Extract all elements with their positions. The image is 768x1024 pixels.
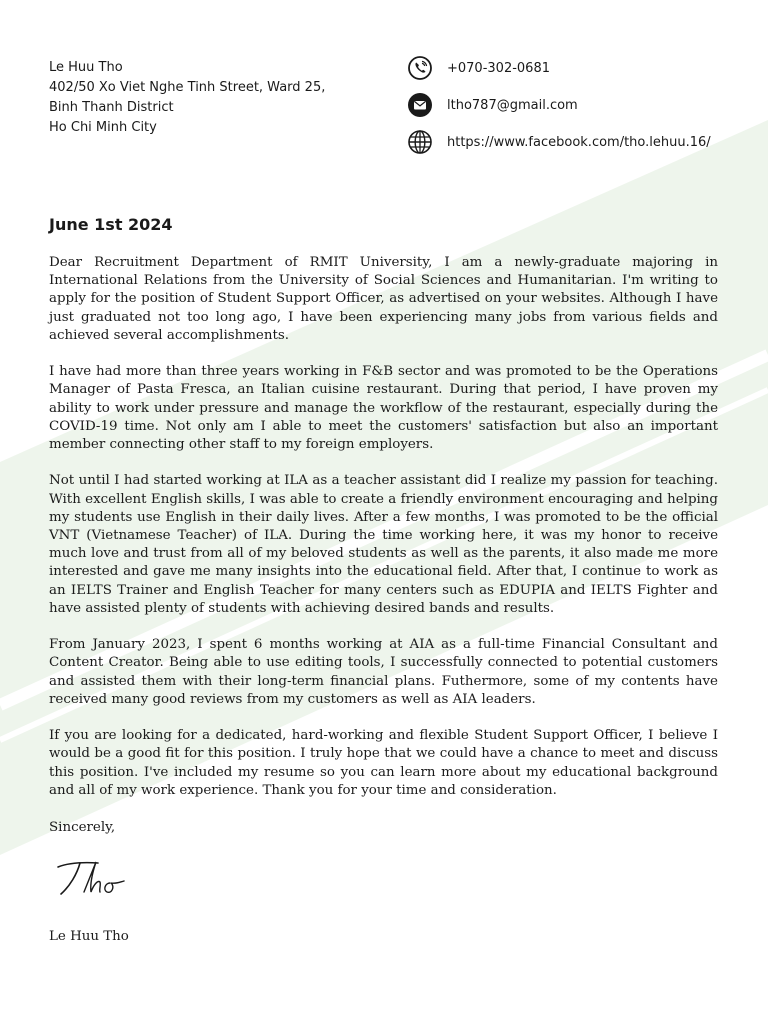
sender-address-line1: 402/50 Xo Viet Nghe Tinh Street, Ward 25, [49, 80, 326, 95]
closing: Sincerely, [49, 820, 116, 835]
phone-icon [407, 55, 433, 81]
contact-phone [407, 55, 711, 81]
letter-body [49, 254, 718, 818]
contact-website [407, 129, 711, 155]
email-link[interactable]: ltho787@gmail.com [447, 97, 578, 113]
sender-address-line2: Binh Thanh District [49, 100, 174, 115]
letter-date: June 1st 2024 [49, 215, 173, 234]
email-icon [407, 92, 433, 118]
paragraph: From January 2023, I spent 6 months working at AIA as a full-time Financial Consultant and Content Creator. Being able to use editing tools, I successfully connected to potential customers and assisted them with their long-term financial plans. Futhermore, some of my contents have received many good reviews from my customers as well as AIA leaders. [49, 637, 718, 707]
handwritten-signature [54, 854, 154, 904]
paragraph: Not until I had started working at ILA as a teacher assistant did I realize my passion for teaching. With excellent English skills, I was able to create a friendly environment encouraging and helping my students use English in their daily lives. After a few months, I was promoted to be the official VNT (Vietnamese Teacher) of ILA. During the time working here, it was my honor to receive much love and trust from all of my beloved students as well as the parents, it also made me more interested and gave me many insights into the educational field. After that, I continue to work as an IELTS Trainer and English Teacher for many centers such as EDUPIA and IELTS Fighter and have assisted plenty of students with achieving desired bands and results. [49, 473, 718, 616]
sender-name: Le Huu Tho [49, 60, 123, 75]
paragraph: Dear Recruitment Department of RMIT University, I am a newly-graduate majoring in International Relations from the University of Social Sciences and Humanitarian. I'm writing to apply for the position of Student Support Officer, as advertised on your websites. Although I have just graduated not too long ago, I have been experiencing many jobs from various fields and achieved several accomplishments. [49, 255, 718, 343]
paragraph: If you are looking for a dedicated, hard-working and flexible Student Support Officer, I believe I would be a good fit for this position. I truly hope that we could have a chance to meet and discuss this position. I've included my resume so you can learn more about my educational background and all of my work experience. Thank you for your time and consideration. [49, 728, 718, 798]
phone-number: +070-302-0681 [447, 60, 550, 76]
globe-icon [407, 129, 433, 155]
sender-address-line3: Ho Chi Minh City [49, 120, 157, 135]
paragraph: I have had more than three years working in F&B sector and was promoted to be the Operations Manager of Pasta Fresca, an Italian cuisine restaurant. During that period, I have proven my ability to work under pressure and manage the workflow of the restaurant, especially during the COVID-19 time. Not only am I able to meet the customers' satisfaction but also an important member connecting other staff to my foreign employers. [49, 364, 718, 453]
website-link[interactable]: https://www.facebook.com/tho.lehuu.16/ [447, 134, 711, 150]
sender-block [49, 58, 325, 138]
contact-block [407, 55, 711, 166]
contact-email [407, 92, 711, 118]
signed-name: Le Huu Tho [49, 929, 129, 944]
